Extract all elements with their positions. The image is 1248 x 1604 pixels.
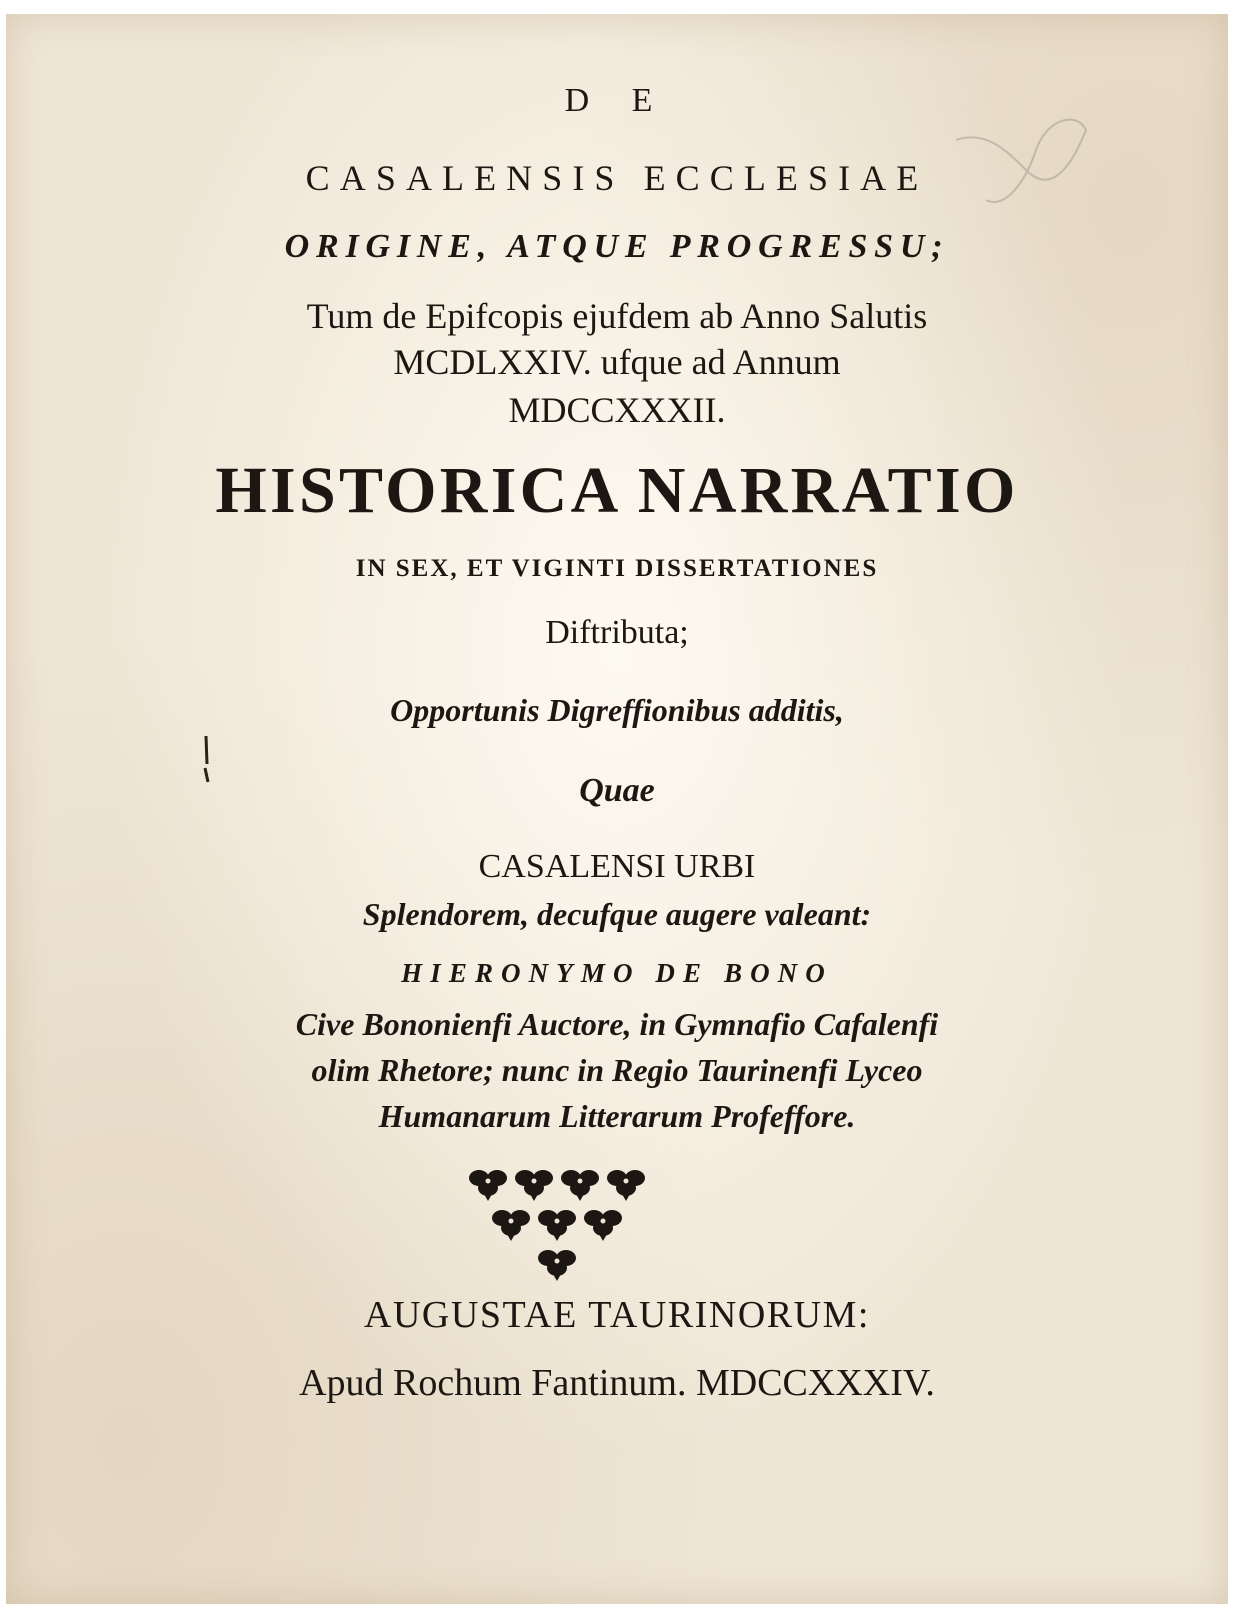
main-title: HISTORICA NARRATIO (215, 454, 1019, 527)
casalensi-urbi-line: CASALENSI URBI (478, 848, 756, 885)
fleuron-ornament-icon (457, 1162, 657, 1290)
author-name: HIERONYMO DE BONO (401, 958, 833, 988)
fleuron-icon (515, 1170, 553, 1201)
dissertationes-line: IN SEX, ET VIGINTI DISSERTATIONES (355, 555, 879, 582)
author-professor-line: Humanarum Litterarum Profeffore. (378, 1098, 856, 1134)
distributa-line: Diftributa; (545, 614, 689, 651)
subtitle-years-end: MDCCXXXII. (508, 390, 726, 430)
fleuron-icon (607, 1170, 645, 1201)
author-origin-line: Cive Bononienfi Auctore, in Gymnafio Cafalenfi (295, 1006, 939, 1042)
digressionibus-line: Opportunis Digreffionibus additis, (390, 692, 844, 728)
subtitle-episcopis: Tum de Epifcopis ejufdem ab Anno Salutis (306, 296, 928, 336)
fleuron-icon (538, 1210, 576, 1241)
title-de: D E (564, 82, 670, 119)
fleuron-icon (492, 1210, 530, 1241)
quae-line: Quae (579, 772, 655, 809)
title-casalensis-ecclesiae: CASALENSIS ECCLESIAE (305, 158, 929, 198)
fleuron-icon (538, 1250, 576, 1281)
fleuron-icon (584, 1210, 622, 1241)
fleuron-icon (561, 1170, 599, 1201)
title-origine-progressu: ORIGINE, ATQUE PROGRESSU; (284, 228, 950, 265)
subtitle-years-start: MCDLXXIV. ufque ad Annum (393, 342, 841, 382)
splendorem-line: Splendorem, decufque augere valeant: (362, 896, 872, 932)
paper-sheet (6, 14, 1228, 1604)
imprint-printer-date: Apud Rochum Fantinum. MDCCXXXIV. (299, 1362, 935, 1404)
fleuron-icon (469, 1170, 507, 1201)
imprint-place: AUGUSTAE TAURINORUM: (363, 1294, 870, 1336)
author-position-line: olim Rhetore; nunc in Regio Taurinenfi Lyceo (311, 1052, 923, 1088)
